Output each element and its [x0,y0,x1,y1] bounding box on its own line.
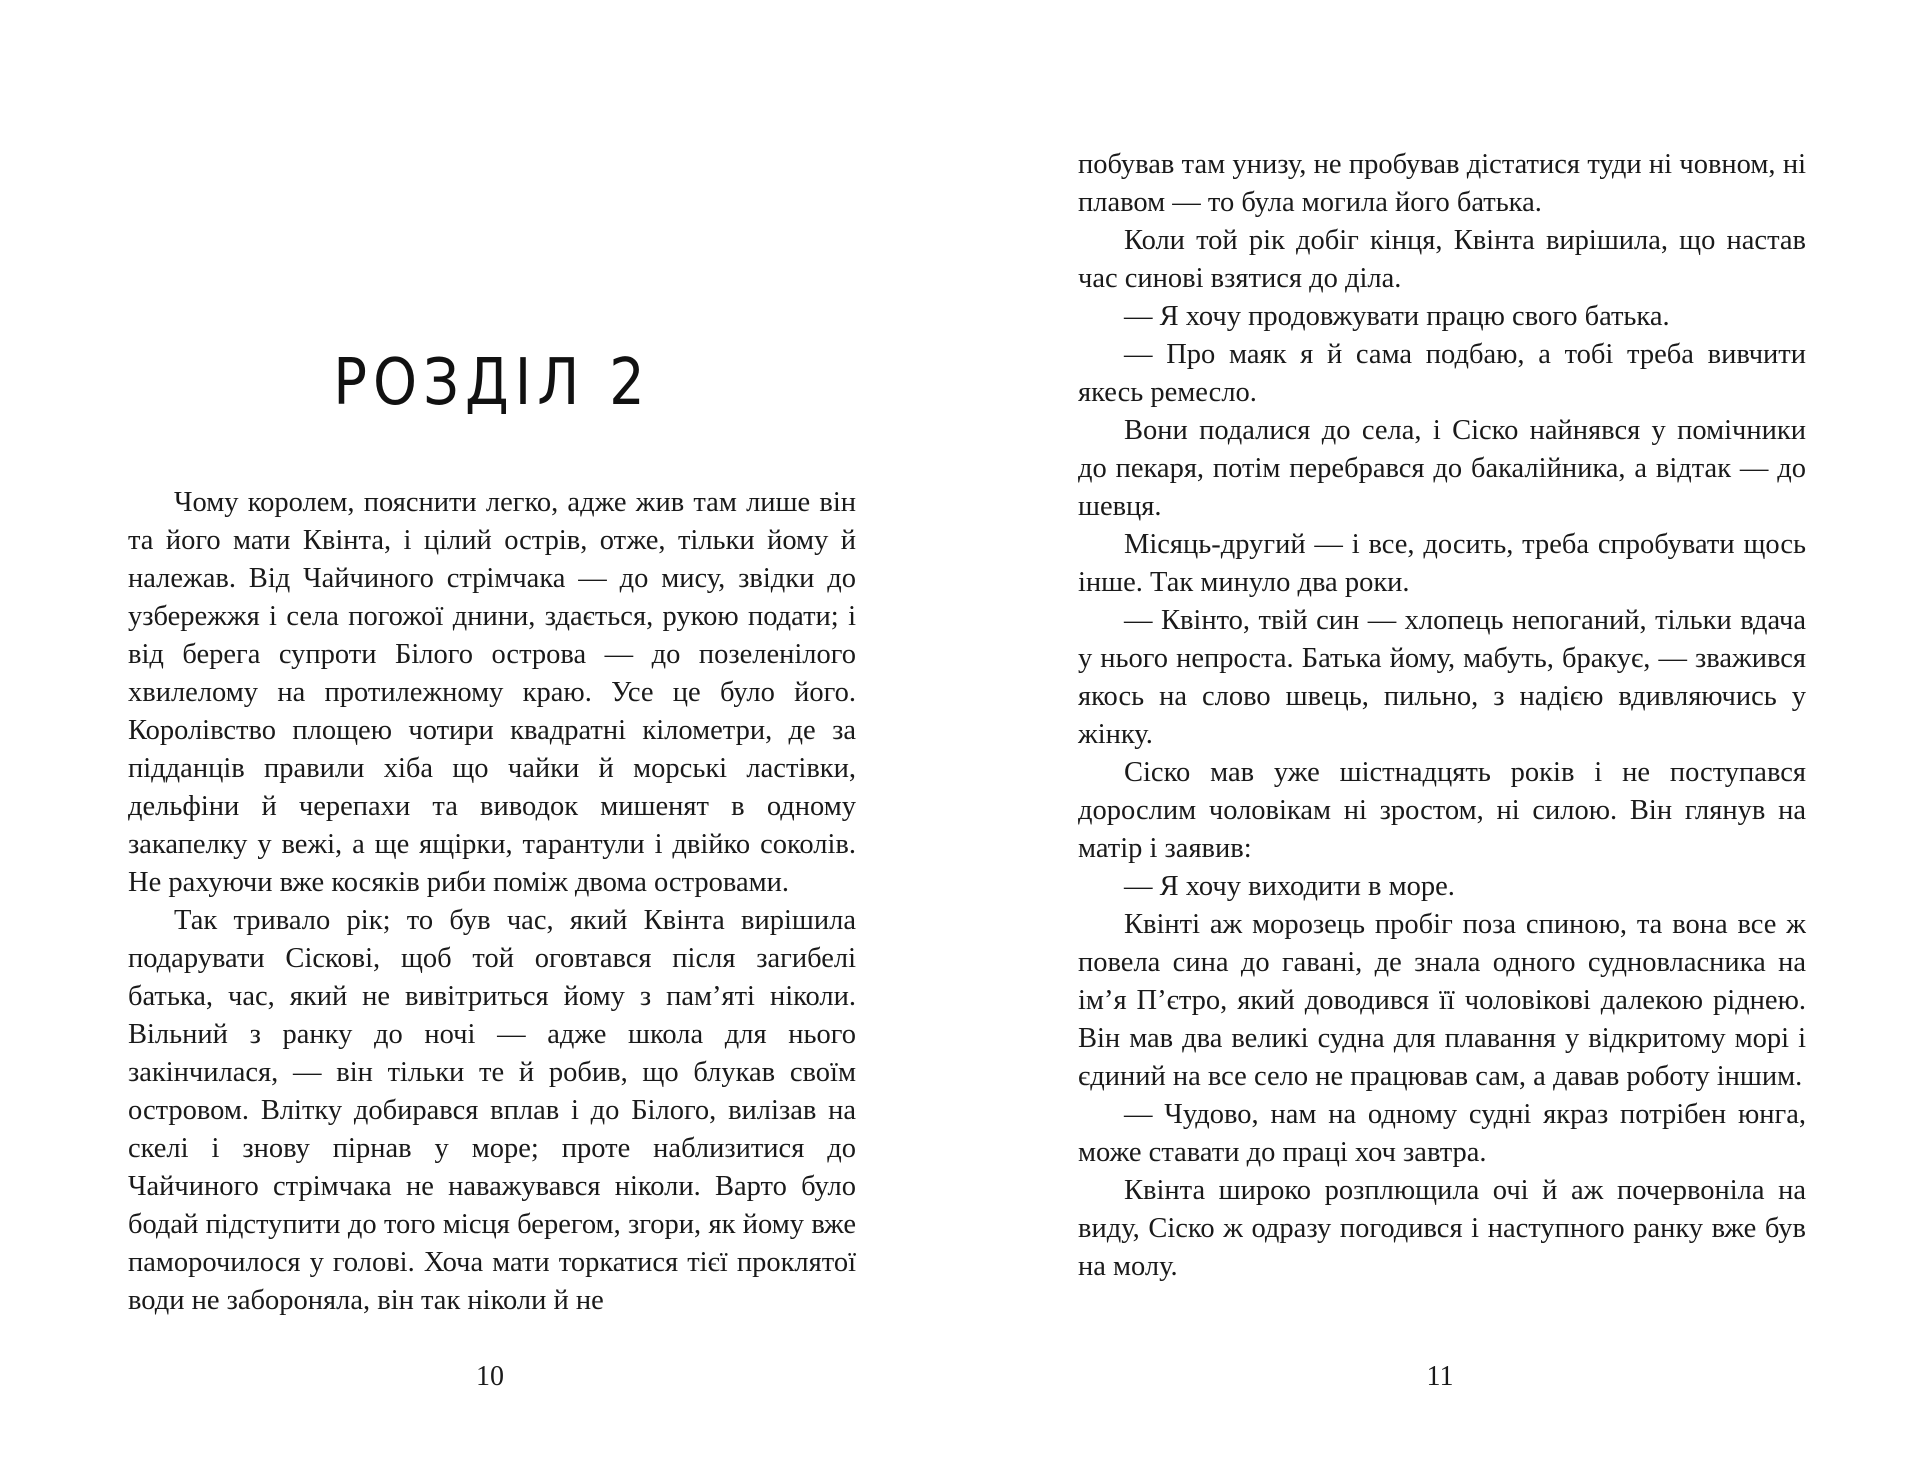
dialogue-line: — Квінто, твій син — хлопець непоганий, тільки вдача у нього непроста. Батька йому, мабуть, бракує, — зважився якось на слово швець, пильно, з надією вдивляючись у жінку. [1078,605,1806,750]
paragraph: Так тривало рік; то був час, який Квінта вирішила подарувати Сіскові, щоб той оговтався після загибелі батька, час, який не вивітриться йому з пам’яті ніколи. Вільний з ранку до ночі — адже школа для нього закінчилася, — він тільки те й робив, що блукав своїм островом. Влітку добирався вплав і до Білого, вилізав на скелі і знову пірнав у море; проте наблизитися до Чайчиного стрімчака не наважувався ніколи. Варто було бодай підступити до того місця берегом, згори, як йому вже паморочилося у голові. Хоча мати торкатися тієї проклятої води не забороняла, він так ніколи й не [128,905,856,1316]
right-page-text [1078,146,1806,1286]
page-number-right: 11 [1426,1361,1454,1392]
dialogue-line: — Чудово, нам на одному судні якраз потрібен юнга, може ставати до праці хоч завтра. [1078,1099,1806,1168]
dialogue-line: — Я хочу продовжувати працю свого батька. [1124,301,1670,332]
chapter-title: РОЗДІЛ 2 [333,345,651,420]
paragraph: Місяць-другий — і все, досить, треба спробувати щось інше. Так минуло два роки. [1078,529,1806,598]
paragraph: Вони подалися до села, і Сіско найнявся у помічники до пекаря, потім перебрався до бакалійника, а відтак — до шевця. [1078,415,1806,522]
right-page [960,0,1920,1477]
paragraph: Коли той рік добіг кінця, Квінта вирішила, що настав час синові взятися до діла. [1078,225,1806,294]
dialogue-line: — Про маяк я й сама подбаю, а тобі треба вивчити якесь ремесло. [1078,339,1806,408]
paragraph: Квінта широко розплющила очі й аж почервоніла на виду, Сіско ж одразу погодився і наступного ранку вже був на молу. [1078,1175,1806,1282]
paragraph: Чому королем, пояснити легко, адже жив там лише він та його мати Квінта, і цілий острів, отже, тільки йому й належав. Від Чайчиного стрімчака — до мису, звідки до узбережжя і села погожої днини, здається, рукою подати; і від берега супроти Білого острова — до позеленілого хвилелому на протилежному краю. Усе це було його. Королівство площею чотири квадратні кілометри, де за підданців правили хіба що чайки й морські ластівки, дельфіни й черепахи та виводок мишенят в одному закапелку у вежі, а ще ящірки, тарантули і двійко соколів. Не рахуючи вже косяків риби поміж двома островами. [128,487,856,898]
paragraph: побував там унизу, не пробував дістатися туди ні човном, ні плавом — то була могила його батька. [1078,149,1806,218]
page-number-left: 10 [476,1361,504,1392]
paragraph: Квінті аж морозець пробіг поза спиною, та вона все ж повела сина до гавані, де знала одного судновласника на ім’я П’єтро, який доводився її чоловікові далекою ріднею. Він мав два великі судна для плавання у відкритому морі і єдиний на все село не працював сам, а давав роботу іншим. [1078,909,1806,1092]
left-page-text [128,484,856,1320]
dialogue-line: — Я хочу виходити в море. [1124,871,1455,902]
paragraph: Сіско мав уже шістнадцять років і не поступався дорослим чоловікам ні зростом, ні силою. Він глянув на матір і заявив: [1078,757,1806,864]
